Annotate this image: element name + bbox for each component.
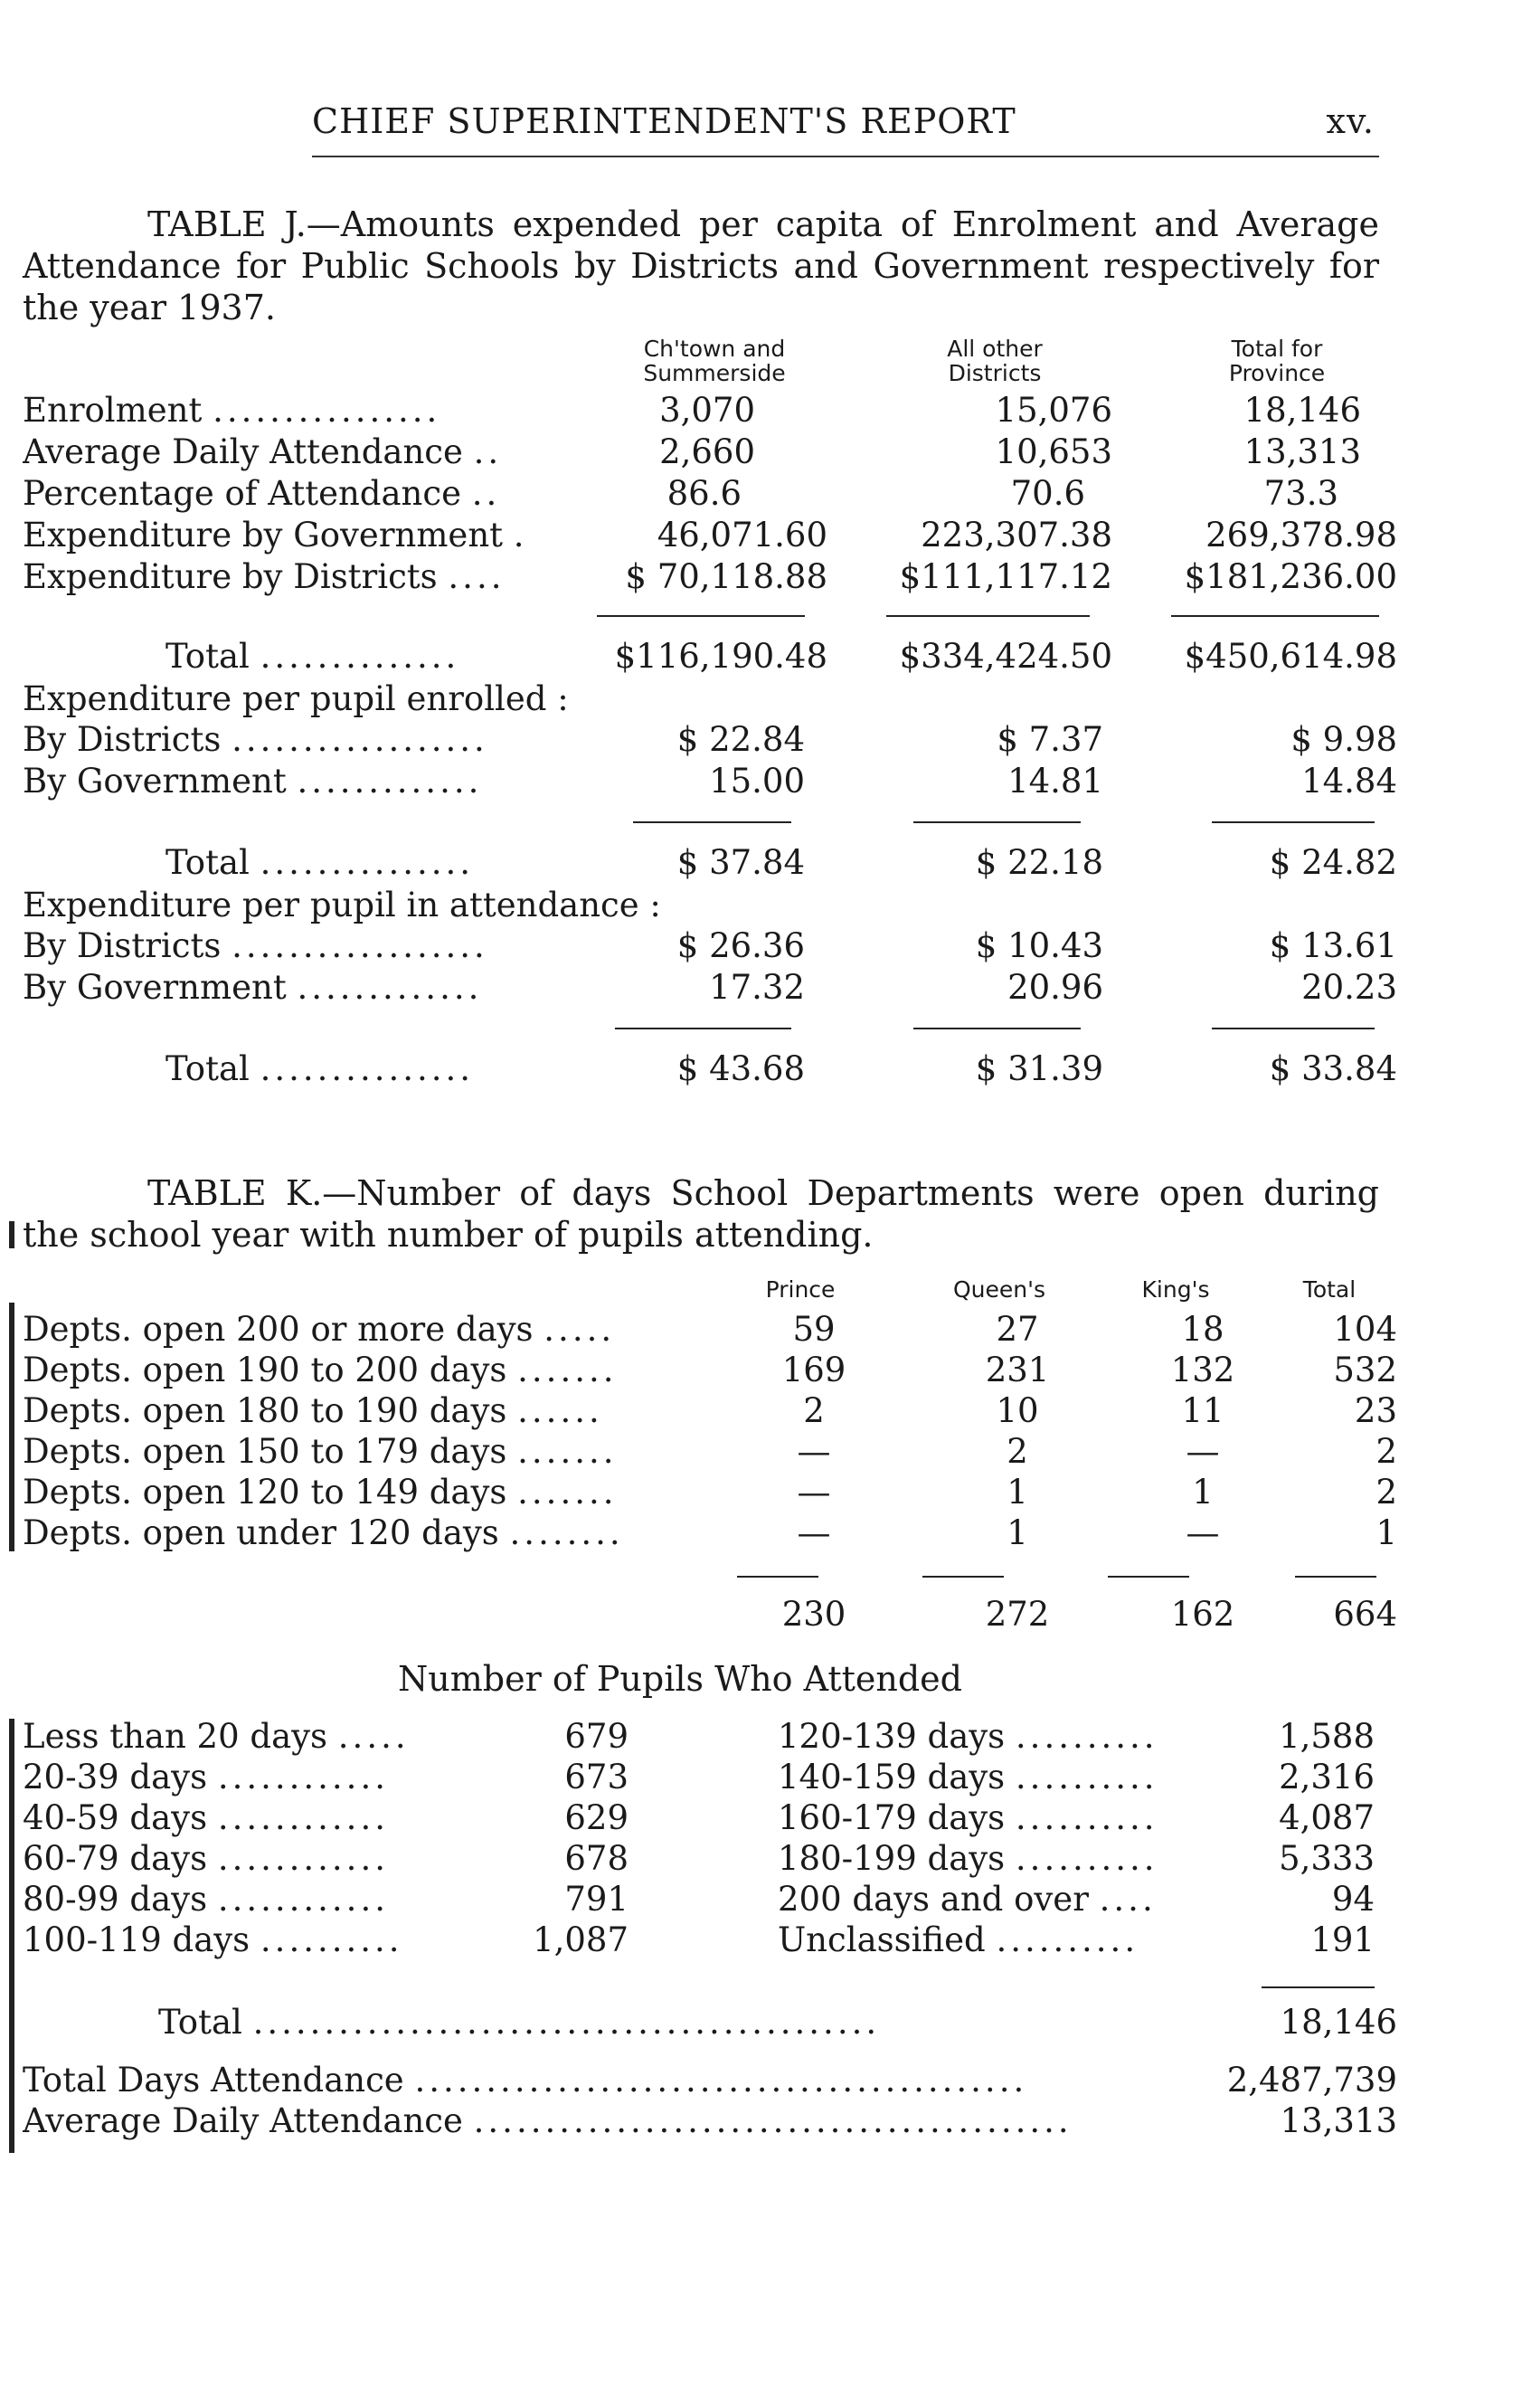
leader-dots: ............... [260, 1049, 475, 1088]
row-label: Depts. open 190 to 200 days [23, 1351, 507, 1389]
pupils-right-row [778, 1758, 1375, 1798]
cell-chtown: 3,070 [659, 391, 755, 430]
cell-other: 223,307.38 [921, 516, 1112, 555]
table-j-caption-text: TABLE J.—Amounts expended per capita of Enrolment and Average Attendance for Public Schools by Districts and Government respectively for the year 1937. [23, 204, 1379, 327]
cell-value: 2,316 [1279, 1758, 1375, 1797]
k-rule-4 [1295, 1576, 1376, 1578]
leader-dots: ........................................... [414, 2061, 1028, 2100]
enrolled-rule-2 [913, 821, 1081, 823]
cell-queens: 2 [1007, 1432, 1028, 1471]
row-label: Average Daily Attendance [23, 2101, 463, 2140]
row-label: 80-99 days [23, 1880, 208, 1919]
cell-chtown: 15.00 [709, 762, 805, 801]
row-label: 60-79 days [23, 1839, 208, 1878]
table-j-caption [23, 204, 1379, 328]
table-k-row [23, 1432, 1397, 1473]
cell-chtown: $ 22.84 [676, 720, 805, 759]
pupils-right-row [778, 1920, 1375, 1961]
cell-prince: — [797, 1473, 831, 1512]
cell-value: 1,087 [533, 1920, 629, 1959]
row-label: Expenditure by Districts [23, 557, 438, 596]
table-j-row-percentage [23, 474, 1379, 515]
table-k-row [23, 1351, 1397, 1391]
row-label: Total Days Attendance [23, 2061, 404, 2100]
cell-province: $ 13.61 [1269, 926, 1397, 965]
table-j-row-total [23, 637, 1397, 678]
pupils-left-row [23, 1758, 638, 1798]
cell-chtown: 17.32 [709, 968, 805, 1007]
k-rule-3 [1108, 1576, 1189, 1578]
cell-value: 13,313 [1280, 2101, 1397, 2140]
leader-dots: .......... [996, 1920, 1139, 1959]
per-enrolled-heading [23, 679, 1379, 720]
table-k-row [23, 1473, 1397, 1513]
cell-province: $ 33.84 [1269, 1049, 1397, 1088]
col-2-line-1: All other [947, 336, 1043, 362]
per-attendance-heading [23, 886, 1379, 926]
section-heading: Expenditure per pupil in attendance : [23, 886, 661, 924]
leader-dots: ............ [217, 1798, 389, 1837]
col-3-line-2: Province [1228, 360, 1326, 386]
table-j-col-1-header [624, 337, 805, 385]
table-j-row-exp-districts [23, 557, 1397, 598]
cell-province: 20.23 [1301, 968, 1397, 1007]
cell-other: 15,076 [995, 391, 1112, 430]
cell-other: $ 7.37 [997, 720, 1103, 759]
leader-dots: .......... [1015, 1798, 1158, 1837]
leader-dots: ..... [337, 1717, 410, 1756]
row-label: 140-159 days [778, 1758, 1006, 1797]
cell-value: 5,333 [1279, 1839, 1375, 1878]
total-rule-1 [597, 615, 805, 617]
cell-value: 94 [1331, 1880, 1375, 1919]
row-label: Percentage of Attendance [23, 474, 461, 513]
table-j-col-2-header [904, 337, 1085, 385]
cell-chtown: 2,660 [659, 432, 755, 471]
cell-other: $111,117.12 [899, 557, 1112, 596]
margin-bar [9, 1303, 14, 1551]
leader-dots: .................. [232, 720, 488, 759]
table-k-col-queens: Queen's [952, 1276, 1046, 1303]
cell-province: 269,378.98 [1205, 516, 1397, 555]
cell-other: $ 22.18 [975, 843, 1103, 882]
attendance-rule-3 [1212, 1028, 1375, 1029]
leader-dots: ........ [509, 1513, 624, 1552]
row-label: By Government [23, 762, 287, 801]
cell-value: 4,087 [1279, 1798, 1375, 1837]
row-label: 120-139 days [778, 1717, 1006, 1756]
cell-other: 14.81 [1007, 762, 1103, 801]
leader-dots: ............. [297, 968, 483, 1007]
leader-dots: ............................................ [252, 2003, 881, 2042]
cell-chtown: $ 26.36 [676, 926, 805, 965]
pupils-left-row [23, 1920, 638, 1961]
leader-dots: . [513, 516, 528, 555]
cell-total: 2 [1375, 1473, 1397, 1512]
row-label: Average Daily Attendance [23, 432, 463, 471]
cell-kings: 11 [1181, 1391, 1224, 1430]
k-rule-1 [737, 1576, 818, 1578]
leader-dots: ..... [544, 1310, 616, 1349]
pupils-total-row [23, 2003, 1397, 2043]
row-label: Depts. open 180 to 190 days [23, 1391, 507, 1430]
report-title: CHIEF SUPERINTENDENT'S REPORT [312, 101, 1016, 141]
cell-queens: 272 [985, 1595, 1050, 1634]
leader-dots: .................. [232, 926, 488, 965]
row-label: By Government [23, 968, 287, 1007]
cell-queens: 1 [1007, 1473, 1028, 1512]
enrolled-rule-1 [633, 821, 791, 823]
cell-queens: 10 [996, 1391, 1039, 1430]
cell-total: 2 [1375, 1432, 1397, 1471]
per-attendance-total [23, 1049, 1397, 1090]
cell-chtown: $116,190.48 [614, 637, 827, 676]
cell-value: 678 [564, 1839, 629, 1878]
col-1-line-1: Ch'town and [643, 336, 786, 362]
row-label: 180-199 days [778, 1839, 1006, 1878]
table-k-row [23, 1310, 1397, 1351]
row-label: Depts. open 150 to 179 days [23, 1432, 507, 1471]
leader-dots: ....... [517, 1473, 618, 1512]
cell-value: 673 [564, 1758, 629, 1797]
table-j-col-3-header [1186, 337, 1367, 385]
cell-kings: 162 [1170, 1595, 1235, 1634]
cell-other: $ 31.39 [975, 1049, 1103, 1088]
pupils-right-row [778, 1717, 1375, 1758]
leader-dots: .......... [1015, 1717, 1158, 1756]
per-attendance-districts [23, 926, 1397, 967]
leader-dots: ............ [217, 1880, 389, 1919]
cell-queens: 1 [1007, 1513, 1028, 1552]
leader-dots: .. [471, 474, 501, 513]
margin-bar [9, 1719, 14, 2153]
total-days-row [23, 2061, 1397, 2101]
table-j-row-avg-attendance [23, 432, 1379, 473]
row-label: Total [158, 2003, 242, 2042]
margin-bar [9, 1221, 14, 1248]
section-heading: Expenditure per pupil enrolled : [23, 679, 569, 718]
cell-province: 73.3 [1263, 474, 1338, 513]
cell-province: $181,236.00 [1184, 557, 1397, 596]
cell-other: 10,653 [995, 432, 1112, 471]
leader-dots: .......... [1015, 1758, 1158, 1797]
row-label: Less than 20 days [23, 1717, 328, 1756]
row-label: Total [165, 1049, 250, 1088]
row-label: Depts. open under 120 days [23, 1513, 499, 1552]
cell-value: 791 [564, 1880, 629, 1919]
cell-other: $ 10.43 [975, 926, 1103, 965]
row-label: Unclassified [778, 1920, 986, 1959]
leader-dots: ............... [260, 843, 475, 882]
pupils-right-row [778, 1880, 1375, 1920]
cell-total: 664 [1333, 1595, 1397, 1634]
cell-chtown: $ 43.68 [676, 1049, 805, 1088]
cell-kings: 18 [1181, 1310, 1224, 1349]
table-k-totals [23, 1595, 1397, 1635]
leader-dots: .............. [260, 637, 460, 676]
cell-total: 1 [1375, 1513, 1397, 1552]
cell-total: 23 [1354, 1391, 1397, 1430]
cell-province: 18,146 [1243, 391, 1361, 430]
cell-kings: — [1186, 1432, 1220, 1471]
row-label: Depts. open 120 to 149 days [23, 1473, 507, 1512]
per-enrolled-government [23, 762, 1397, 802]
cell-province: 13,313 [1243, 432, 1361, 471]
per-enrolled-total [23, 843, 1397, 884]
cell-prince: 2 [803, 1391, 825, 1430]
table-k-row [23, 1391, 1397, 1432]
table-k-col-total: Total [1302, 1276, 1357, 1303]
cell-chtown: 86.6 [666, 474, 742, 513]
cell-total: 532 [1333, 1351, 1397, 1389]
total-rule-2 [886, 615, 1090, 617]
col-2-line-2: Districts [948, 360, 1042, 386]
row-label: 20-39 days [23, 1758, 208, 1797]
cell-other: $334,424.50 [899, 637, 1112, 676]
row-label: Depts. open 200 or more days [23, 1310, 534, 1349]
cell-chtown: $ 70,118.88 [625, 557, 827, 596]
table-j-row-enrolment [23, 391, 1379, 431]
cell-province: $ 9.98 [1290, 720, 1397, 759]
cell-value: 2,487,739 [1226, 2061, 1397, 2100]
leader-dots: .... [1099, 1880, 1157, 1919]
cell-province: 14.84 [1301, 762, 1397, 801]
cell-value: 679 [564, 1717, 629, 1756]
row-label: 100-119 days [23, 1920, 251, 1959]
leader-dots: ............. [297, 762, 483, 801]
pupils-total-rule [1262, 1986, 1375, 1988]
cell-value: 1,588 [1279, 1717, 1375, 1756]
table-j-row-exp-government [23, 516, 1397, 556]
cell-total: 104 [1333, 1310, 1397, 1349]
per-enrolled-districts [23, 720, 1397, 761]
row-label: 40-59 days [23, 1798, 208, 1837]
cell-chtown: 46,071.60 [657, 516, 827, 555]
row-label: Enrolment [23, 391, 203, 430]
cell-value: 629 [564, 1798, 629, 1837]
pupils-heading: Number of Pupils Who Attended [398, 1659, 962, 1699]
running-head [312, 101, 1375, 147]
col-3-line-1: Total for [1231, 336, 1323, 362]
enrolled-rule-3 [1212, 821, 1375, 823]
leader-dots: ................ [213, 391, 441, 430]
cell-province: $ 24.82 [1269, 843, 1397, 882]
table-k-caption-text: TABLE K.—Number of days School Departments were open during the school year with number of pupils attending. [23, 1173, 1379, 1255]
row-label: By Districts [23, 720, 222, 759]
per-attendance-government [23, 968, 1397, 1009]
leader-dots: .......... [1015, 1839, 1158, 1878]
cell-queens: 231 [985, 1351, 1050, 1389]
table-k-col-prince: Prince [765, 1276, 836, 1303]
col-1-line-2: Summerside [643, 360, 786, 386]
leader-dots: ....... [517, 1432, 618, 1471]
pupils-left-row [23, 1880, 638, 1920]
cell-prince: — [797, 1432, 831, 1471]
leader-dots: .......... [260, 1920, 403, 1959]
cell-value: 191 [1310, 1920, 1375, 1959]
cell-kings: — [1186, 1513, 1220, 1552]
attendance-rule-2 [913, 1028, 1081, 1029]
cell-kings: 1 [1192, 1473, 1214, 1512]
pupils-right-row [778, 1798, 1375, 1839]
pupils-left-row [23, 1798, 638, 1839]
cell-kings: 132 [1170, 1351, 1235, 1389]
cell-prince: 59 [792, 1310, 836, 1349]
row-label: 200 days and over [778, 1880, 1089, 1919]
leader-dots: ............ [217, 1839, 389, 1878]
pupils-right-row [778, 1839, 1375, 1880]
attendance-rule-1 [615, 1028, 791, 1029]
leader-dots: .... [448, 557, 506, 596]
pupils-left-row [23, 1717, 638, 1758]
row-label: By Districts [23, 926, 222, 965]
cell-other: 20.96 [1007, 968, 1103, 1007]
leader-dots: ............ [217, 1758, 389, 1797]
leader-dots: .. [473, 432, 503, 471]
cell-prince: 169 [781, 1351, 846, 1389]
pupils-left-row [23, 1839, 638, 1880]
total-rule-3 [1171, 615, 1379, 617]
leader-dots: ....... [517, 1351, 618, 1389]
row-label: Total [165, 843, 250, 882]
row-label: Expenditure by Government [23, 516, 504, 555]
k-rule-2 [922, 1576, 1004, 1578]
table-k-row [23, 1513, 1397, 1554]
table-k-caption [23, 1172, 1379, 1256]
header-rule [312, 156, 1379, 157]
cell-prince: 230 [781, 1595, 846, 1634]
row-label: Total [165, 637, 250, 676]
cell-province: $450,614.98 [1184, 637, 1397, 676]
row-label: 160-179 days [778, 1798, 1006, 1837]
cell-value: 18,146 [1280, 2003, 1397, 2042]
page-number: xv. [1326, 101, 1375, 141]
cell-chtown: $ 37.84 [676, 843, 805, 882]
leader-dots: .......................................... [473, 2101, 1073, 2140]
cell-queens: 27 [996, 1310, 1039, 1349]
avg-daily-row [23, 2101, 1397, 2142]
leader-dots: ...... [517, 1391, 603, 1430]
table-k-col-kings: King's [1141, 1276, 1210, 1303]
cell-prince: — [797, 1513, 831, 1552]
cell-other: 70.6 [1010, 474, 1085, 513]
